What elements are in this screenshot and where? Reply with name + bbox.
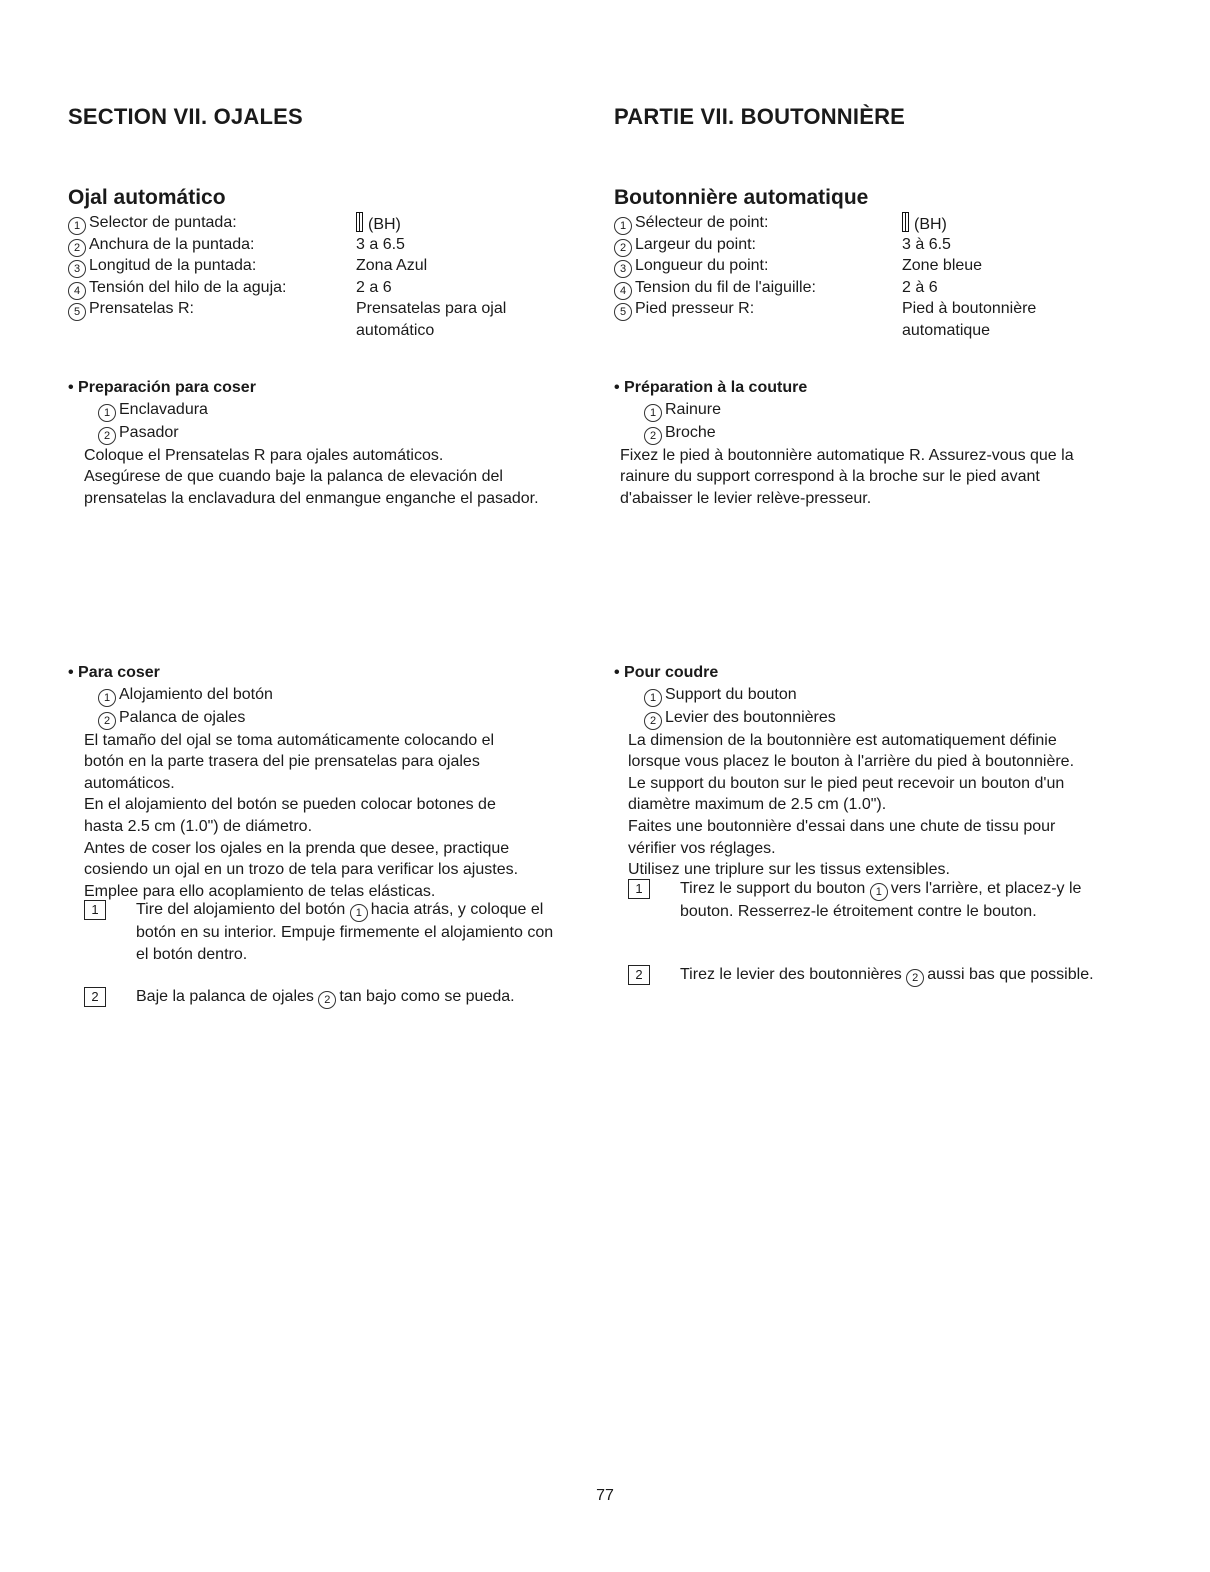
french-column xyxy=(614,0,1174,1100)
setting-label: Pied presseur R: xyxy=(635,300,755,318)
callout-number: 1 xyxy=(350,904,368,922)
section-title: PARTIE VII. BOUTONNIÈRE xyxy=(614,104,906,129)
setting-value: (BH) xyxy=(368,216,401,233)
setting-label: Longueur du point: xyxy=(635,257,769,275)
body-line: Fixez le pied à boutonnière automatique R. Assurez-vous que la xyxy=(620,446,1074,464)
callout-number: 1 xyxy=(870,883,888,901)
prep-block xyxy=(68,377,608,509)
page-number: 77 xyxy=(596,1487,614,1504)
setting-label: Tension du fil de l'aiguille: xyxy=(635,278,816,296)
setting-value: 2 a 6 xyxy=(356,278,392,296)
part-label: Pasador xyxy=(119,423,179,441)
part-label: Palanca de ojales xyxy=(119,708,246,726)
step-2 xyxy=(628,964,1168,986)
callout-number: 2 xyxy=(68,239,86,257)
callout-number: 2 xyxy=(318,991,336,1009)
body-line: hasta 2.5 cm (1.0") de diámetro. xyxy=(84,817,313,835)
part-label: Alojamiento del botón xyxy=(119,685,273,703)
callout-number: 3 xyxy=(68,260,86,278)
callout-number: 4 xyxy=(614,282,632,300)
callout-number: 5 xyxy=(614,303,632,321)
sew-block xyxy=(614,662,1174,881)
body-line: La dimension de la boutonnière est automatiquement définie xyxy=(628,731,1057,749)
step-text: tan bajo como se pueda. xyxy=(339,988,515,1005)
setting-label: Largeur du point: xyxy=(635,235,756,253)
step-text: Tirez le support du bouton xyxy=(680,880,866,897)
body-line: El tamaño del ojal se toma automáticamente colocando el xyxy=(84,731,495,749)
step-text: Tirez le levier des boutonnières xyxy=(680,966,902,983)
body-line: Emplee para ello acoplamiento de telas elásticas. xyxy=(84,882,436,900)
callout-number: 1 xyxy=(644,689,662,707)
sew-block xyxy=(68,662,608,902)
body-line: En el alojamiento del botón se pueden colocar botones de xyxy=(84,796,496,814)
body-line: Le support du bouton sur le pied peut recevoir un bouton d'un xyxy=(628,774,1065,792)
callout-number: 2 xyxy=(906,969,924,987)
part-label: Enclavadura xyxy=(119,400,208,418)
part-label: Broche xyxy=(665,423,716,441)
callout-number: 2 xyxy=(98,712,116,730)
callout-number: 2 xyxy=(644,712,662,730)
prep-heading: • Preparación para coser xyxy=(68,377,608,399)
callout-number: 1 xyxy=(98,404,116,422)
setting-value: 2 à 6 xyxy=(902,278,938,296)
setting-value: 3 à 6.5 xyxy=(902,235,951,253)
sew-heading: • Para coser xyxy=(68,662,608,684)
section-title: SECTION VII. OJALES xyxy=(68,104,303,129)
step-text: aussi bas que possible. xyxy=(927,966,1094,983)
part-label: Support du bouton xyxy=(665,685,797,703)
setting-label: Longitud de la puntada: xyxy=(89,257,257,275)
body-line: prensatelas la enclavadura del enmangue enganche el pasador. xyxy=(84,489,539,507)
sew-heading: • Pour coudre xyxy=(614,662,1174,684)
body-line: lorsque vous placez le bouton à l'arrière du pied à boutonnière. xyxy=(628,753,1075,771)
body-line: vérifier vos réglages. xyxy=(628,839,776,857)
setting-value: 3 a 6.5 xyxy=(356,235,405,253)
callout-number: 5 xyxy=(68,303,86,321)
step-number-box: 1 xyxy=(84,900,106,920)
callout-number: 1 xyxy=(68,217,86,235)
part-label: Rainure xyxy=(665,400,722,418)
callout-number: 4 xyxy=(68,282,86,300)
body-line: automáticos. xyxy=(84,774,175,792)
sub-title: Boutonnière automatique xyxy=(614,186,869,209)
body-line: diamètre maximum de 2.5 cm (1.0"). xyxy=(628,796,887,814)
callout-number: 2 xyxy=(614,239,632,257)
setting-label: Prensatelas R: xyxy=(89,300,194,318)
setting-label: Selector de puntada: xyxy=(89,214,237,231)
step-1 xyxy=(84,899,614,965)
callout-number: 1 xyxy=(98,689,116,707)
setting-value: Prensatelas para ojal automático xyxy=(356,300,507,339)
setting-value: (BH) xyxy=(914,216,947,233)
setting-value: Zona Azul xyxy=(356,257,428,275)
buttonhole-icon xyxy=(902,212,909,232)
step-number-box: 1 xyxy=(628,879,650,899)
body-line: botón en la parte trasera del pie prensatelas para ojales xyxy=(84,753,480,771)
body-line: cosiendo un ojal en un trozo de tela para verificar los ajustes. xyxy=(84,861,519,879)
step-1 xyxy=(628,878,1168,922)
setting-value: Pied à boutonnière automatique xyxy=(902,300,1037,339)
body-line: Coloque el Prensatelas R para ojales automáticos. xyxy=(84,446,444,464)
setting-label: Tensión del hilo de la aguja: xyxy=(89,278,287,296)
step-text: vers l'arrière, et placez-y le xyxy=(890,880,1082,897)
setting-label: Anchura de la puntada: xyxy=(89,235,255,253)
body-line: Utilisez une triplure sur les tissus extensibles. xyxy=(628,861,950,879)
step-text: botón en su interior. Empuje firmemente el alojamiento con xyxy=(136,924,554,941)
sub-title: Ojal automático xyxy=(68,186,226,209)
step-text: el botón dentro. xyxy=(136,945,248,963)
body-line: Faites une boutonnière d'essai dans une chute de tissu pour xyxy=(628,817,1056,835)
step-text: hacia atrás, y coloque el xyxy=(370,901,544,918)
callout-number: 2 xyxy=(644,427,662,445)
step-text: Tire del alojamiento del botón xyxy=(136,901,346,918)
step-number-box: 2 xyxy=(84,987,106,1007)
step-2 xyxy=(84,986,614,1008)
setting-value: Zone bleue xyxy=(902,257,983,275)
spanish-column xyxy=(68,0,608,1100)
step-number-box: 2 xyxy=(628,965,650,985)
callout-number: 3 xyxy=(614,260,632,278)
prep-block xyxy=(614,377,1174,509)
prep-heading: • Préparation à la couture xyxy=(614,377,1174,399)
body-line: Antes de coser los ojales en la prenda que desee, practique xyxy=(84,839,510,857)
step-text: bouton. Resserrez-le étroitement contre le bouton. xyxy=(680,903,1037,920)
callout-number: 1 xyxy=(644,404,662,422)
part-label: Levier des boutonnières xyxy=(665,708,836,726)
body-line: rainure du support correspond à la broche sur le pied avant xyxy=(620,468,1040,486)
buttonhole-icon xyxy=(356,212,363,232)
body-line: d'abaisser le levier relève-presseur. xyxy=(620,489,872,507)
step-text: Baje la palanca de ojales xyxy=(136,988,314,1005)
callout-number: 1 xyxy=(614,217,632,235)
body-line: Asegúrese de que cuando baje la palanca de elevación del xyxy=(84,468,503,486)
setting-label: Sélecteur de point: xyxy=(635,214,769,231)
callout-number: 2 xyxy=(98,427,116,445)
